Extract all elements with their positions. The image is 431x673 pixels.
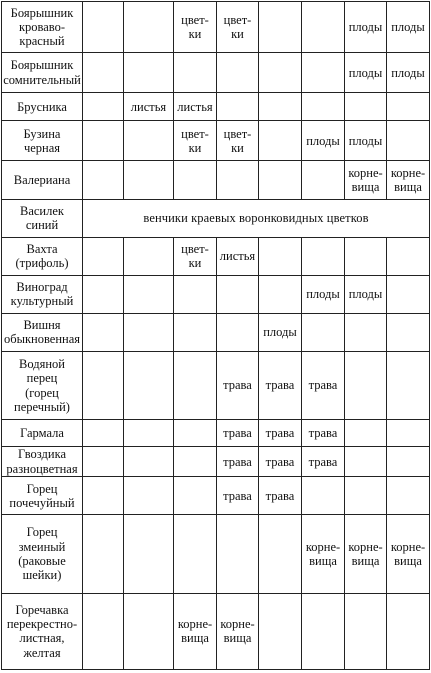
harvest-cell [83,447,124,477]
table-body [2,2,430,670]
harvest-cell: плоды [387,2,430,53]
harvest-cell [174,313,217,351]
harvest-cell: плоды [345,2,387,53]
plant-name-cell: Виноград культурный [2,275,83,313]
harvest-cell [124,351,174,419]
harvest-cell [302,477,345,515]
harvest-cell [174,447,217,477]
harvest-cell [83,275,124,313]
harvest-cell [259,121,302,161]
harvest-cell [387,477,430,515]
harvest-cell [387,237,430,275]
harvest-cell: трава [217,420,259,447]
harvest-cell [174,420,217,447]
harvest-cell [387,313,430,351]
plant-name-cell: Гармала [2,420,83,447]
harvest-cell [259,53,302,93]
plant-name-cell: Бузина черная [2,121,83,161]
table-row [2,593,430,669]
harvest-cell [174,53,217,93]
harvest-cell: цвет- ки [174,237,217,275]
harvest-cell [259,2,302,53]
table-row [2,351,430,419]
harvest-cell: плоды [345,53,387,93]
harvest-cell: цвет- ки [217,121,259,161]
harvest-cell [174,515,217,593]
harvest-cell [124,515,174,593]
harvest-cell [124,593,174,669]
table-row [2,447,430,477]
harvest-cell [259,93,302,121]
plant-name-cell: Брусника [2,93,83,121]
harvest-span-cell: венчики краевых воронковидных цветков [83,199,430,237]
harvest-cell: трава [217,447,259,477]
harvest-cell: плоды [302,121,345,161]
plant-name-cell: Гвоздика разноцветная [2,447,83,477]
plant-name-cell: Вахта (трифоль) [2,237,83,275]
harvest-cell [124,313,174,351]
harvest-cell [259,237,302,275]
harvest-cell: корне- вища [387,515,430,593]
harvest-cell: трава [302,447,345,477]
harvest-cell [259,593,302,669]
harvest-cell [174,351,217,419]
harvest-cell [387,447,430,477]
harvest-cell [124,447,174,477]
table-row [2,420,430,447]
harvest-cell [302,313,345,351]
table-row [2,477,430,515]
harvest-cell [387,593,430,669]
harvest-cell: цвет- ки [174,121,217,161]
plant-name-cell: Горец почечуйный [2,477,83,515]
harvest-cell: трава [217,477,259,515]
plant-name-cell: Водяной перец (горец перечный) [2,351,83,419]
harvest-cell: плоды [345,275,387,313]
harvest-cell [217,313,259,351]
harvest-cell [124,161,174,199]
harvest-cell [174,161,217,199]
harvest-cell [259,275,302,313]
harvest-cell [83,93,124,121]
harvest-cell: трава [259,351,302,419]
table-row [2,199,430,237]
harvest-cell [124,275,174,313]
table-row [2,53,430,93]
harvest-cell: трава [302,351,345,419]
harvest-cell: корне- вища [217,593,259,669]
harvest-cell [83,313,124,351]
harvest-cell [217,53,259,93]
harvest-cell: корне- вища [387,161,430,199]
harvest-cell: плоды [387,53,430,93]
harvest-cell [124,237,174,275]
table-row [2,237,430,275]
harvest-cell [387,93,430,121]
harvest-cell [83,237,124,275]
harvest-cell [302,2,345,53]
plant-name-cell: Боярышник кроваво- красный [2,2,83,53]
herb-harvest-table [1,1,430,670]
harvest-cell: корне- вища [345,515,387,593]
harvest-cell: цвет- ки [174,2,217,53]
harvest-cell: трава [259,420,302,447]
harvest-cell [217,275,259,313]
harvest-cell [345,477,387,515]
harvest-cell [83,2,124,53]
table-row [2,93,430,121]
harvest-cell: плоды [259,313,302,351]
harvest-cell: трава [302,420,345,447]
harvest-cell [83,351,124,419]
harvest-cell [345,420,387,447]
harvest-cell [259,161,302,199]
harvest-cell [217,161,259,199]
table-row [2,161,430,199]
table-row [2,2,430,53]
harvest-cell: листья [124,93,174,121]
harvest-cell [387,420,430,447]
harvest-cell [302,593,345,669]
harvest-cell: трава [217,351,259,419]
harvest-cell [387,351,430,419]
harvest-cell [302,161,345,199]
harvest-cell [83,477,124,515]
table-row [2,121,430,161]
harvest-cell [83,420,124,447]
harvest-cell [345,313,387,351]
plant-name-cell: Боярышник сомнительный [2,53,83,93]
harvest-cell [387,121,430,161]
plant-name-cell: Василек синий [2,199,83,237]
harvest-cell [124,477,174,515]
harvest-cell: плоды [345,121,387,161]
harvest-cell [124,53,174,93]
harvest-cell [83,593,124,669]
plant-name-cell: Вишня обыкновенная [2,313,83,351]
harvest-cell [302,53,345,93]
harvest-cell: корне- вища [174,593,217,669]
harvest-cell [345,447,387,477]
harvest-cell [302,237,345,275]
table-row [2,313,430,351]
harvest-cell [83,161,124,199]
harvest-cell: корне- вища [345,161,387,199]
harvest-cell [83,53,124,93]
harvest-cell [83,121,124,161]
harvest-cell [345,593,387,669]
harvest-cell [345,93,387,121]
harvest-cell [174,477,217,515]
harvest-cell: листья [174,93,217,121]
harvest-cell [217,93,259,121]
harvest-cell: трава [259,477,302,515]
harvest-cell [217,515,259,593]
harvest-cell [387,275,430,313]
harvest-cell [124,2,174,53]
harvest-cell [83,515,124,593]
harvest-cell [174,275,217,313]
harvest-cell: цвет- ки [217,2,259,53]
harvest-cell [302,93,345,121]
harvest-cell: листья [217,237,259,275]
harvest-cell [259,515,302,593]
harvest-cell: трава [259,447,302,477]
plant-name-cell: Горец змеиный (раковые шейки) [2,515,83,593]
harvest-cell [124,420,174,447]
harvest-cell [345,237,387,275]
harvest-cell: плоды [302,275,345,313]
harvest-cell [345,351,387,419]
table-row [2,275,430,313]
harvest-cell: корне- вища [302,515,345,593]
harvest-cell [124,121,174,161]
table-row [2,515,430,593]
plant-name-cell: Горечавка перекрестно- листная, желтая [2,593,83,669]
plant-name-cell: Валериана [2,161,83,199]
